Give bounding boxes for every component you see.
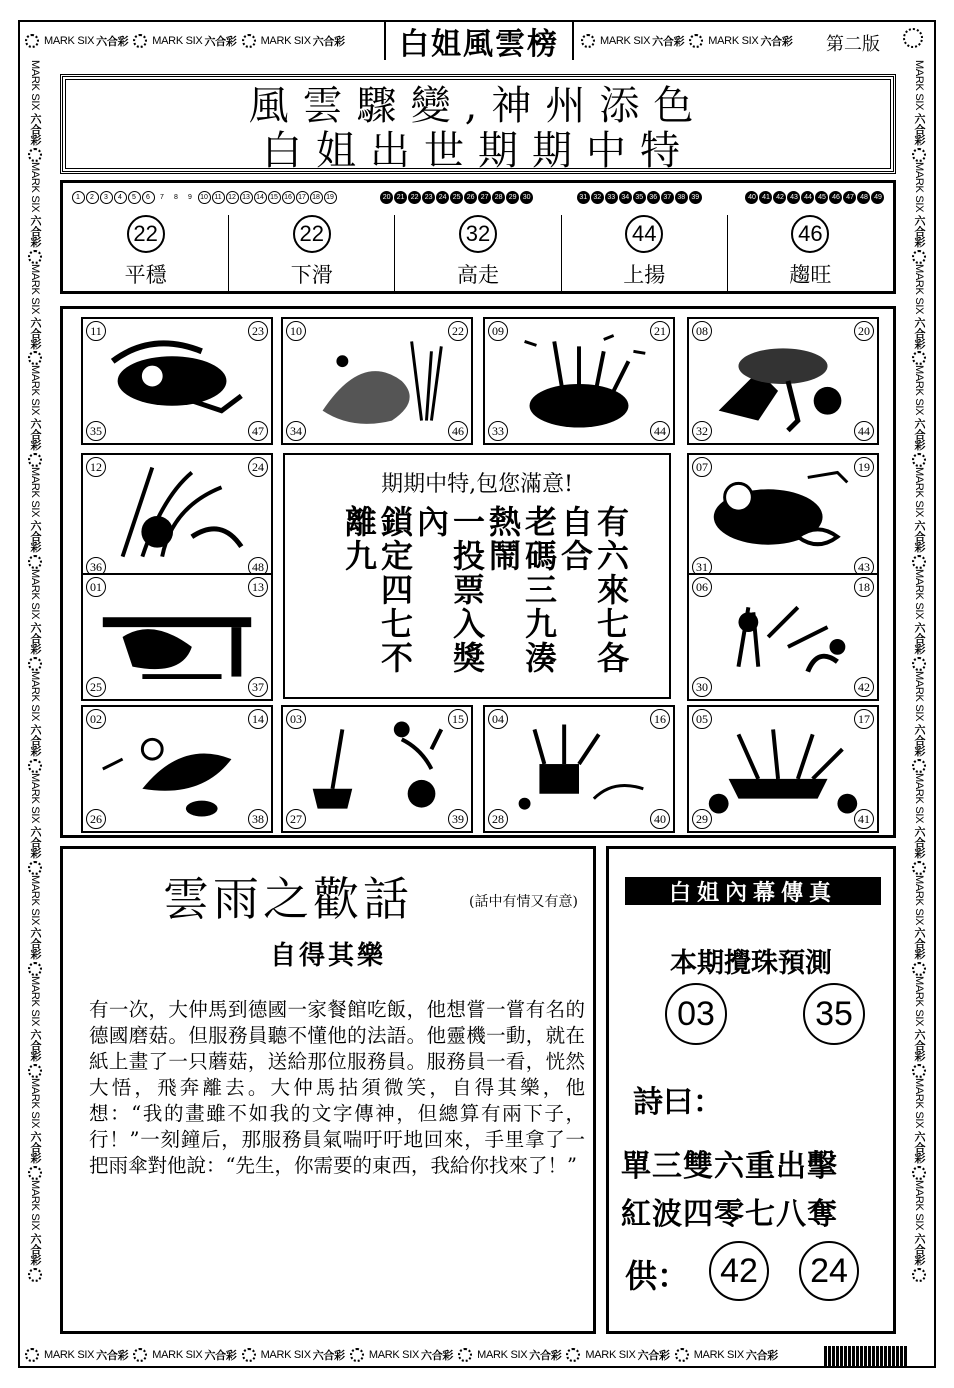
flower-icon <box>912 759 926 773</box>
flower-icon <box>28 351 42 365</box>
flower-icon <box>912 555 926 569</box>
watermark-text: MARK SIX <box>913 161 925 212</box>
flower-icon <box>28 657 42 671</box>
strip-number: 9 <box>188 193 192 201</box>
cell-number-bl: 25 <box>86 677 106 697</box>
cell-number-bl: 27 <box>286 809 306 829</box>
strip-number: 13 <box>240 191 253 204</box>
strip-number: 41 <box>759 191 772 204</box>
cell-number-tl: 12 <box>86 457 106 477</box>
strip-number: 24 <box>436 191 449 204</box>
cell-number-br: 48 <box>248 557 268 577</box>
watermark-text: MARK SIX <box>260 35 311 47</box>
story-heading: 自得其樂 <box>269 941 386 971</box>
watermark-cn: 六合彩 <box>913 723 925 756</box>
insider-banner <box>625 877 881 905</box>
right-watermark-strip <box>908 60 930 1340</box>
cell-number-tr: 20 <box>854 321 874 341</box>
strip-number: 28 <box>492 191 505 204</box>
flower-icon <box>28 1166 42 1180</box>
flower-icon <box>581 34 595 48</box>
strip-number: 26 <box>464 191 477 204</box>
ink-painting-icon <box>283 707 471 831</box>
watermark-cn: 六合彩 <box>96 36 129 48</box>
zodiac-picture-cell <box>81 453 273 581</box>
zodiac-picture-cell <box>687 317 879 445</box>
watermark-cn: 六合彩 <box>913 1131 925 1164</box>
pick-label: 趨旺 <box>789 263 832 287</box>
watermark-text: MARK SIX <box>29 365 41 416</box>
poem-column: 有六來七各自合 <box>556 505 630 675</box>
strip-number: 8 <box>174 193 178 201</box>
flower-icon <box>912 453 926 467</box>
predict-nums <box>665 983 865 1045</box>
strip-number: 29 <box>506 191 519 204</box>
watermark-text: MARK SIX <box>477 1349 528 1361</box>
cell-number-tl: 09 <box>488 321 508 341</box>
watermark-cn: 六合彩 <box>29 214 41 247</box>
watermark-cn: 六合彩 <box>29 825 41 858</box>
flower-icon <box>28 453 42 467</box>
watermark-cn: 六合彩 <box>913 927 925 960</box>
flower-icon <box>28 861 42 875</box>
strip-number: 1 <box>72 191 85 204</box>
header-title: 白姐風雲榜 <box>399 27 559 62</box>
cell-number-tl: 08 <box>692 321 712 341</box>
top-watermark-strip <box>22 28 382 54</box>
watermark-text: MARK SIX <box>913 874 925 925</box>
cell-number-tr: 14 <box>248 709 268 729</box>
watermark-text: MARK SIX <box>913 772 925 823</box>
ink-painting-icon <box>689 455 877 579</box>
flower-icon <box>912 962 926 976</box>
cell-number-br: 47 <box>248 421 268 441</box>
pick-label: 下滑 <box>290 263 333 287</box>
cell-number-tr: 17 <box>854 709 874 729</box>
supply-num: 42 <box>709 1241 769 1301</box>
flower-icon <box>25 34 39 48</box>
watermark-text: MARK SIX <box>600 35 651 47</box>
poem-column: 鎖定四七不離九 <box>340 505 414 675</box>
zodiac-picture-cell <box>81 705 273 833</box>
watermark-text: MARK SIX <box>585 1349 636 1361</box>
strip-number: 2 <box>86 191 99 204</box>
cell-number-bl: 29 <box>692 809 712 829</box>
watermark-text: MARK SIX <box>29 976 41 1027</box>
flower-icon <box>912 250 926 264</box>
watermark-text: MARK SIX <box>29 161 41 212</box>
strip-number: 31 <box>577 191 590 204</box>
watermark-cn: 六合彩 <box>29 520 41 553</box>
watermark-text: MARK SIX <box>29 60 41 111</box>
watermark-cn: 六合彩 <box>637 1350 670 1362</box>
flower-icon <box>912 1166 926 1180</box>
strip-number: 11 <box>212 191 225 204</box>
flower-icon <box>458 1348 472 1362</box>
watermark-text: MARK SIX <box>913 365 925 416</box>
flower-icon <box>28 148 42 162</box>
bottom-corner-block <box>824 1346 908 1366</box>
strip-number: 21 <box>394 191 407 204</box>
watermark-text: MARK SIX <box>29 1078 41 1129</box>
strip-number: 32 <box>591 191 604 204</box>
watermark-cn: 六合彩 <box>29 1029 41 1062</box>
story-box <box>60 846 596 1334</box>
center-poem <box>340 505 630 690</box>
banner-line-1: 風雲驟變,神州添色 <box>248 83 708 129</box>
watermark-cn: 六合彩 <box>29 1232 41 1265</box>
flower-icon <box>912 657 926 671</box>
flower-icon <box>28 250 42 264</box>
number-group <box>380 191 534 204</box>
watermark-cn: 六合彩 <box>760 36 793 48</box>
cell-number-bl: 30 <box>692 677 712 697</box>
flower-icon <box>28 1268 42 1282</box>
strip-number: 37 <box>661 191 674 204</box>
flower-icon <box>133 1348 147 1362</box>
cell-number-tr: 23 <box>248 321 268 341</box>
supply-nums <box>709 1241 859 1301</box>
cell-number-bl: 36 <box>86 557 106 577</box>
strip-number: 44 <box>801 191 814 204</box>
watermark-cn: 六合彩 <box>312 36 345 48</box>
header-title-box <box>384 22 574 60</box>
poem-line-1: 單三雙六重出擊 <box>621 1149 838 1184</box>
cell-number-tl: 10 <box>286 321 306 341</box>
cell-number-bl: 31 <box>692 557 712 577</box>
flower-icon <box>912 861 926 875</box>
cell-number-tl: 07 <box>692 457 712 477</box>
watermark-cn: 六合彩 <box>29 927 41 960</box>
zodiac-picture-cell <box>687 705 879 833</box>
strip-number: 35 <box>633 191 646 204</box>
strip-number: 18 <box>310 191 323 204</box>
zodiac-picture-cell <box>483 705 675 833</box>
supply-label: 供： <box>625 1257 690 1295</box>
strip-number: 6 <box>142 191 155 204</box>
ink-painting-icon <box>83 455 271 579</box>
zodiac-picture-cell <box>483 317 675 445</box>
flower-icon <box>912 1268 926 1282</box>
strip-number: 46 <box>829 191 842 204</box>
number-strip-row <box>71 187 885 207</box>
watermark-cn: 六合彩 <box>913 112 925 146</box>
watermark-text: MARK SIX <box>913 670 925 722</box>
ink-painting-icon <box>485 707 673 831</box>
cell-number-tl: 01 <box>86 577 106 597</box>
watermark-text: MARK SIX <box>913 467 925 518</box>
strip-number: 20 <box>380 191 393 204</box>
cell-number-br: 37 <box>248 677 268 697</box>
cell-number-tr: 15 <box>448 709 468 729</box>
watermark-cn: 六合彩 <box>204 1350 237 1362</box>
ink-painting-icon <box>485 319 673 443</box>
cell-number-br: 46 <box>448 421 468 441</box>
flower-icon <box>242 34 256 48</box>
number-strip <box>60 180 896 294</box>
pick-label: 平穩 <box>124 263 167 287</box>
watermark-text: MARK SIX <box>29 772 41 823</box>
strip-number: 10 <box>198 191 211 204</box>
strip-number: 34 <box>619 191 632 204</box>
supply-num: 24 <box>799 1241 859 1301</box>
watermark-text: MARK SIX <box>152 35 203 47</box>
zodiac-picture-cell <box>687 453 879 581</box>
predict-num: 35 <box>803 983 865 1045</box>
ink-painting-icon <box>689 319 877 443</box>
poem-column: 老碼三九湊熱鬧 <box>484 505 558 675</box>
strip-number: 5 <box>128 191 141 204</box>
flower-icon <box>912 351 926 365</box>
watermark-text: MARK SIX <box>29 467 41 518</box>
strip-number: 30 <box>520 191 533 204</box>
strip-number: 36 <box>647 191 660 204</box>
banner-box <box>60 74 896 174</box>
ink-painting-icon <box>689 707 877 831</box>
cell-number-tr: 24 <box>248 457 268 477</box>
top-watermark-strip-right <box>578 28 818 54</box>
cell-number-br: 42 <box>854 677 874 697</box>
strip-number: 12 <box>226 191 239 204</box>
pick-number: 22 <box>293 215 331 253</box>
watermark-cn: 六合彩 <box>913 1029 925 1062</box>
watermark-text: MARK SIX <box>913 976 925 1027</box>
ink-painting-icon <box>689 575 877 699</box>
cell-number-tl: 04 <box>488 709 508 729</box>
poem-line-2: 紅波四零七八奪 <box>621 1197 838 1232</box>
ink-painting-icon <box>83 707 271 831</box>
story-subtitle: (話中有情又有意) <box>469 894 578 910</box>
zodiac-picture-cell <box>81 573 273 701</box>
pick-number: 22 <box>127 215 165 253</box>
watermark-text: MARK SIX <box>368 1349 420 1361</box>
cell-number-tr: 13 <box>248 577 268 597</box>
strip-number: 45 <box>815 191 828 204</box>
strip-number: 47 <box>843 191 856 204</box>
flower-icon <box>912 1064 926 1078</box>
watermark-cn: 六合彩 <box>29 622 41 655</box>
flower-icon <box>242 1348 256 1362</box>
center-message-title: 期期中特,包您滿意! <box>381 472 573 497</box>
number-group <box>71 191 337 204</box>
strip-number: 3 <box>100 191 113 204</box>
picture-grid <box>60 306 896 838</box>
watermark-cn: 六合彩 <box>913 214 925 247</box>
watermark-text: MARK SIX <box>913 569 925 620</box>
cell-number-tl: 03 <box>286 709 306 729</box>
pick-number: 32 <box>459 215 497 253</box>
pick-column <box>561 215 727 293</box>
strip-number: 15 <box>268 191 281 204</box>
strip-number: 49 <box>871 191 884 204</box>
watermark-text: MARK SIX <box>913 1179 925 1231</box>
number-picks-row <box>63 215 893 293</box>
cell-number-br: 38 <box>248 809 268 829</box>
watermark-text: MARK SIX <box>913 60 925 111</box>
banner-line-2: 白姐出世期期中特 <box>262 128 694 174</box>
left-watermark-strip <box>24 60 46 1340</box>
strip-number: 42 <box>773 191 786 204</box>
strip-number: 7 <box>160 193 164 201</box>
watermark-text: MARK SIX <box>913 1078 925 1129</box>
pick-label: 上揚 <box>623 263 666 287</box>
cell-number-br: 44 <box>650 421 670 441</box>
flower-icon <box>903 28 923 48</box>
cell-number-br: 40 <box>650 809 670 829</box>
watermark-text: MARK SIX <box>29 670 41 722</box>
strip-number: 48 <box>857 191 870 204</box>
pick-column <box>727 215 893 293</box>
flower-icon <box>133 34 147 48</box>
pick-number: 46 <box>791 215 829 253</box>
cell-number-tl: 02 <box>86 709 106 729</box>
watermark-cn: 六合彩 <box>204 36 237 48</box>
watermark-text: MARK SIX <box>29 263 41 314</box>
watermark-cn: 六合彩 <box>29 418 41 451</box>
center-message-box <box>283 453 671 699</box>
strip-number: 33 <box>605 191 618 204</box>
pick-number: 44 <box>625 215 663 253</box>
strip-number: 27 <box>478 191 491 204</box>
cell-number-bl: 32 <box>692 421 712 441</box>
watermark-cn: 六合彩 <box>529 1350 562 1362</box>
flower-icon <box>689 34 703 48</box>
watermark-cn: 六合彩 <box>652 36 685 48</box>
watermark-text: MARK SIX <box>29 569 41 620</box>
flower-icon <box>912 148 926 162</box>
watermark-cn: 六合彩 <box>29 1131 41 1164</box>
cell-number-bl: 35 <box>86 421 106 441</box>
watermark-text: MARK SIX <box>29 1179 41 1231</box>
zodiac-picture-cell <box>687 573 879 701</box>
flower-icon <box>28 1064 42 1078</box>
predict-title: 本期攪珠預測 <box>670 948 832 979</box>
cell-number-tr: 19 <box>854 457 874 477</box>
watermark-cn: 六合彩 <box>421 1350 454 1362</box>
strip-number: 43 <box>787 191 800 204</box>
watermark-cn: 六合彩 <box>913 520 925 553</box>
cell-number-tl: 06 <box>692 577 712 597</box>
cell-number-bl: 28 <box>488 809 508 829</box>
cell-number-tr: 16 <box>650 709 670 729</box>
watermark-text: MARK SIX <box>44 1349 95 1361</box>
strip-number: 39 <box>689 191 702 204</box>
strip-number: 40 <box>745 191 758 204</box>
pick-label: 高走 <box>457 263 499 287</box>
zodiac-picture-cell <box>81 317 273 445</box>
flower-icon <box>25 1348 39 1362</box>
watermark-text: MARK SIX <box>44 35 95 47</box>
cell-number-bl: 26 <box>86 809 106 829</box>
watermark-cn: 六合彩 <box>29 112 41 146</box>
strip-number: 16 <box>282 191 295 204</box>
watermark-text: MARK SIX <box>29 874 41 925</box>
strip-number: 25 <box>450 191 463 204</box>
strip-number: 23 <box>422 191 435 204</box>
flower-icon <box>28 555 42 569</box>
cell-number-bl: 34 <box>286 421 306 441</box>
pick-column <box>63 215 228 293</box>
flower-icon <box>566 1348 580 1362</box>
zodiac-picture-cell <box>281 705 473 833</box>
flower-icon <box>350 1348 364 1362</box>
insider-banner-text: 白姐內幕傳真 <box>668 880 837 906</box>
watermark-cn: 六合彩 <box>745 1350 778 1362</box>
strip-number: 17 <box>296 191 309 204</box>
insider-box <box>606 846 896 1334</box>
cell-number-br: 44 <box>854 421 874 441</box>
watermark-cn: 六合彩 <box>29 316 41 349</box>
zodiac-picture-cell <box>281 317 473 445</box>
poem-column: 一投票入獎內 <box>412 505 486 675</box>
number-group <box>576 191 702 204</box>
watermark-text: MARK SIX <box>693 1349 744 1361</box>
bottom-watermark-strip <box>22 1344 822 1366</box>
watermark-text: MARK SIX <box>260 1349 311 1361</box>
number-group <box>745 191 885 204</box>
strip-number: 19 <box>324 191 337 204</box>
predict-num: 03 <box>665 983 727 1045</box>
story-title: 雲雨之歡話 <box>163 872 413 926</box>
cell-number-tl: 05 <box>692 709 712 729</box>
cell-number-tr: 18 <box>854 577 874 597</box>
pick-column <box>394 215 560 293</box>
watermark-text: MARK SIX <box>152 1349 203 1361</box>
flower-icon <box>28 962 42 976</box>
pick-column <box>228 215 394 293</box>
ink-painting-icon <box>283 319 471 443</box>
strip-number: 14 <box>254 191 267 204</box>
cell-number-tr: 21 <box>650 321 670 341</box>
strip-number: 4 <box>114 191 127 204</box>
strip-number: 38 <box>675 191 688 204</box>
watermark-cn: 六合彩 <box>913 825 925 858</box>
cell-number-br: 41 <box>854 809 874 829</box>
cell-number-bl: 33 <box>488 421 508 441</box>
watermark-text: MARK SIX <box>708 35 759 47</box>
flower-icon <box>28 759 42 773</box>
watermark-cn: 六合彩 <box>96 1350 129 1362</box>
cell-number-br: 39 <box>448 809 468 829</box>
watermark-cn: 六合彩 <box>312 1350 345 1362</box>
ink-painting-icon <box>83 319 271 443</box>
poem-label: 詩曰： <box>633 1085 723 1120</box>
watermark-cn: 六合彩 <box>913 418 925 451</box>
watermark-cn: 六合彩 <box>29 723 41 756</box>
watermark-cn: 六合彩 <box>913 622 925 655</box>
cell-number-tl: 11 <box>86 321 106 341</box>
watermark-cn: 六合彩 <box>913 1232 925 1265</box>
strip-number: 22 <box>408 191 421 204</box>
watermark-text: MARK SIX <box>913 263 925 314</box>
watermark-cn: 六合彩 <box>913 316 925 349</box>
story-body: 有一次，大仲馬到德國一家餐館吃飯，他想嘗一嘗有名的德國磨菇。但服務員聽不懂他的法語。他靈機一動，就在紙上畫了一只蘑菇，送給那位服務員。服務員一看，恍然大悟，飛奔離去。大仲馬拈須微笑，自得其樂，他想：“我的畫雖不如我的文字傳神，但總算有兩下子，行！”一刻鐘后，那服務員氣喘吁吁地回來，手里拿了一把雨傘對他說：“先生，你需要的東西，我給你找來了！” <box>89 998 585 1177</box>
cell-number-br: 43 <box>854 557 874 577</box>
cell-number-tr: 22 <box>448 321 468 341</box>
edition-label: 第二版 <box>826 34 880 55</box>
ink-painting-icon <box>83 575 271 699</box>
flower-icon <box>675 1348 689 1362</box>
